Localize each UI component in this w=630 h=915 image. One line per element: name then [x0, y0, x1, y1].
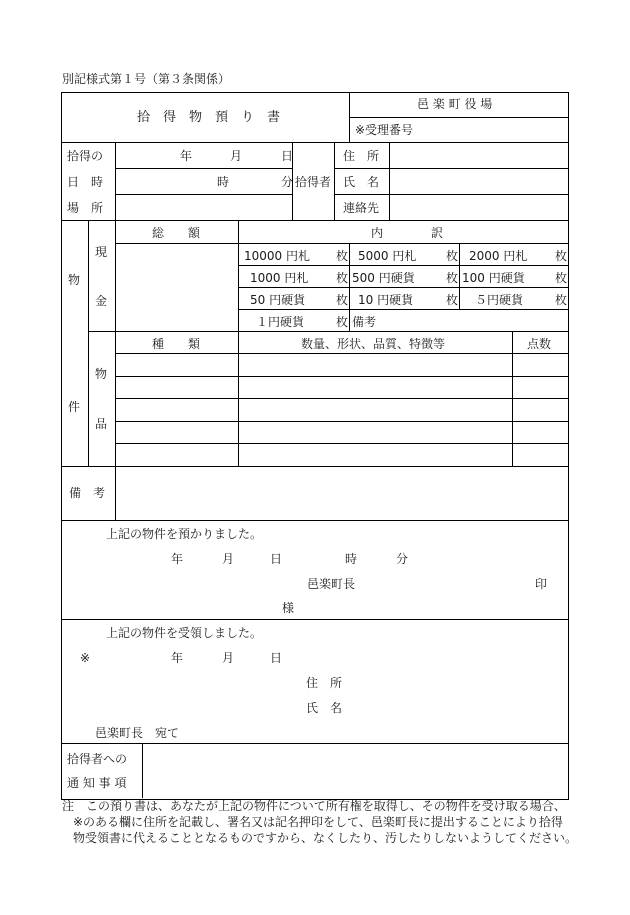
- custody-mayor: 邑楽町長: [307, 577, 356, 591]
- denomination-label: 10000 円札: [244, 249, 310, 263]
- rule: [334, 142, 335, 220]
- notice-label: 通 知 事 項: [67, 776, 127, 790]
- finder-contact-label: 連絡先: [343, 201, 380, 215]
- rule: [389, 142, 390, 220]
- sheet-unit: 枚: [446, 249, 459, 263]
- rule: [115, 353, 568, 354]
- custody-hour: 時: [345, 552, 358, 566]
- receipt-address-label: 住 所: [306, 676, 343, 690]
- rule: [115, 194, 292, 195]
- form-table: [61, 92, 569, 800]
- denomination-label: 500 円硬貨: [352, 271, 415, 285]
- total-header: 総 額: [152, 226, 201, 240]
- rule: [61, 743, 568, 744]
- rule: [238, 309, 568, 310]
- pickup-label: 日 時: [67, 175, 104, 189]
- pickup-hour: 時: [217, 175, 230, 189]
- sheet-unit: 枚: [446, 271, 459, 285]
- goods-detail-header: 数量、形状、品質、特徴等: [301, 337, 446, 351]
- item-label: 物: [68, 273, 81, 287]
- sheet-unit: 枚: [336, 293, 349, 307]
- form-reference: 別記様式第１号（第３条関係）: [62, 72, 231, 86]
- rule: [61, 466, 568, 467]
- pickup-label: 拾得の: [67, 149, 104, 163]
- sheet-unit: 枚: [555, 293, 568, 307]
- cash-label: 金: [95, 294, 108, 308]
- finder-address-label: 住 所: [343, 149, 380, 163]
- rule: [61, 520, 568, 521]
- denomination-label: 5000 円札: [358, 249, 417, 263]
- footnote-line: 注 この預り書は、あなたが上記の物件について所有権を取得し、その物件を受け取る場合、: [62, 799, 566, 813]
- goods-count-header: 点数: [527, 337, 552, 351]
- rule: [238, 265, 568, 266]
- receipt-addressee: 邑楽町長 宛て: [95, 726, 180, 740]
- pickup-day: 日: [281, 149, 294, 163]
- footnote-line: 物受領書に代えることとなるものですから、なくしたり、汚したりしないようしてください。: [73, 831, 578, 845]
- rule: [349, 117, 568, 118]
- rule: [115, 398, 568, 399]
- sheet-unit: 枚: [336, 315, 349, 329]
- sheet-unit: 枚: [336, 271, 349, 285]
- receipt-year: 年: [171, 651, 184, 665]
- pickup-year: 年: [180, 149, 193, 163]
- remarks-label: 備 考: [69, 486, 106, 500]
- notice-label: 拾得者への: [67, 752, 128, 766]
- goods-label: 物: [95, 367, 108, 381]
- rule: [115, 466, 116, 520]
- cash-label: 現: [95, 245, 108, 259]
- rule: [115, 168, 292, 169]
- rule: [115, 443, 568, 444]
- denomination-label: ５円硬貨: [475, 293, 524, 307]
- custody-minute: 分: [396, 552, 409, 566]
- goods-label: 品: [95, 417, 108, 431]
- denomination-label: 1000 円札: [250, 271, 309, 285]
- goods-kind-header: 種 類: [152, 337, 201, 351]
- receipt-month: 月: [222, 651, 235, 665]
- pickup-label: 場 所: [67, 201, 104, 215]
- custody-sama: 様: [282, 601, 295, 615]
- sheet-unit: 枚: [446, 293, 459, 307]
- rule: [61, 220, 568, 221]
- rule: [334, 168, 568, 169]
- receipt-mark: ※: [80, 651, 91, 665]
- cash-remarks-label: 備考: [352, 315, 377, 329]
- seal-mark: 印: [535, 577, 548, 591]
- breakdown-header: 内 訳: [371, 226, 444, 240]
- rule: [61, 142, 568, 143]
- form-title: 拾 得 物 預 り 書: [137, 110, 281, 125]
- item-label: 件: [68, 400, 81, 414]
- rule: [115, 243, 568, 244]
- receipt-number-label: ※受理番号: [355, 123, 414, 137]
- rule: [459, 243, 460, 309]
- denomination-label: 50 円硬貨: [250, 293, 306, 307]
- rule: [334, 194, 568, 195]
- office-name: 邑 楽 町 役 場: [417, 97, 493, 111]
- custody-statement: 上記の物件を預かりました。: [106, 527, 263, 541]
- denomination-label: １円硬貨: [256, 315, 305, 329]
- rule: [115, 220, 116, 466]
- rule: [238, 287, 568, 288]
- finder-name-label: 氏 名: [343, 175, 380, 189]
- denomination-label: 100 円硬貨: [462, 271, 525, 285]
- denomination-label: 2000 円札: [469, 249, 528, 263]
- custody-year: 年: [171, 552, 184, 566]
- custody-day: 日: [270, 552, 283, 566]
- custody-month: 月: [222, 552, 235, 566]
- receipt-day: 日: [270, 651, 283, 665]
- pickup-minute: 分: [281, 175, 294, 189]
- rule: [61, 619, 568, 620]
- rule: [115, 421, 568, 422]
- finder-label: 拾得者: [295, 175, 332, 189]
- footnote-line: ※のある欄に住所を記載し、署名又は記名押印をして、邑楽町長に提出することにより拾得: [73, 815, 563, 829]
- denomination-label: 10 円硬貨: [358, 293, 414, 307]
- rule: [142, 743, 143, 798]
- sheet-unit: 枚: [336, 249, 349, 263]
- rule: [115, 142, 116, 220]
- rule: [238, 220, 239, 466]
- rule: [88, 331, 568, 332]
- rule: [115, 376, 568, 377]
- sheet-unit: 枚: [555, 249, 568, 263]
- rule: [88, 220, 89, 466]
- receipt-name-label: 氏 名: [306, 701, 343, 715]
- pickup-month: 月: [230, 149, 243, 163]
- receipt-statement: 上記の物件を受領しました。: [106, 626, 263, 640]
- sheet-unit: 枚: [555, 271, 568, 285]
